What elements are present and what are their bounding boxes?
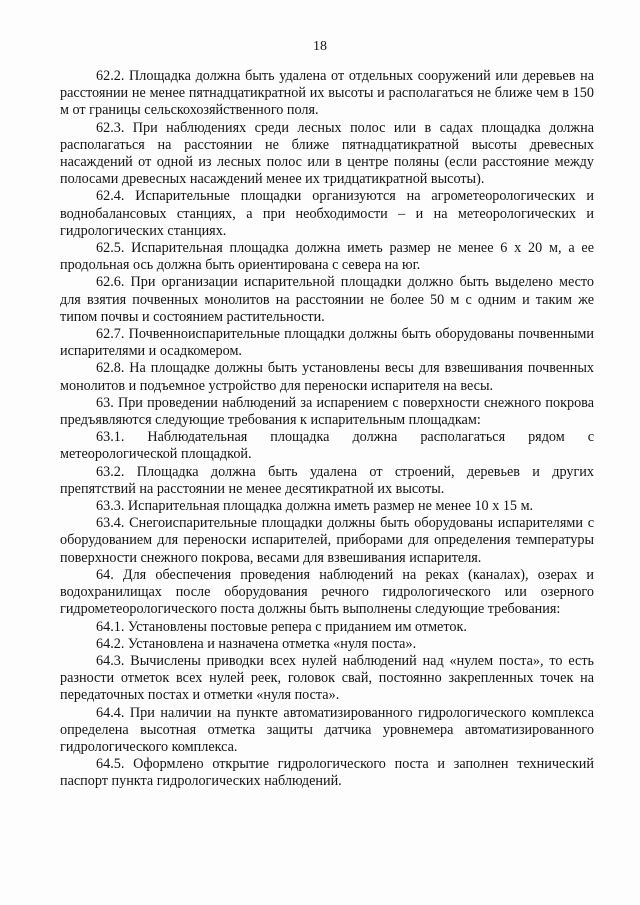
paragraph-63-2: 63.2. Площадка должна быть удалена от строений, деревьев и других препятствий на расстоянии не менее десятикратной их высоты. (60, 463, 594, 497)
paragraph-64-5: 64.5. Оформлено открытие гидрологического поста и заполнен технический паспорт пункта гидрологических наблюдений. (60, 756, 594, 790)
paragraph-62-6: 62.6. При организации испарительной площадки должно быть выделено место для взятия почвенных монолитов на расстоянии не более 50 м с одним и таким же типом почвы и состоянием растительности. (60, 274, 594, 325)
paragraph-64-1: 64.1. Установлены постовые репера с приданием им отметок. (96, 618, 467, 635)
page-number: 18 (313, 39, 327, 54)
paragraph-64: 64. Для обеспечения проведения наблюдений на реках (каналах), озерах и водохранилищах после оборудования речного гидрологического или озерного гидрометеорологического поста должны быть выполнены следующие требования: (60, 566, 594, 618)
document-body (60, 68, 594, 791)
paragraph-64-2: 64.2. Установлена и назначена отметка «нуля поста». (96, 635, 417, 652)
paragraph-63: 63. При проведении наблюдений за испарением с поверхности снежного покрова предъявляются следующие требования к испарительным площадкам: (60, 394, 594, 429)
paragraph-62-8: 62.8. На площадке должны быть установлены весы для взвешивания почвенных монолитов и подъемное устройство для переноски испарителя на весы. (60, 360, 594, 394)
paragraph-62-5: 62.5. Испарительная площадка должна иметь размер не менее 6 х 20 м, а ее продольная ось должна быть ориентирована с севера на юг. (60, 240, 594, 274)
paragraph-62-2: 62.2. Площадка должна быть удалена от отдельных сооружений или деревьев на расстоянии не менее пятнадцатикратной их высоты и располагаться не ближе чем в 150 м от границы сельскохозяйственного поля. (60, 68, 594, 119)
paragraph-63-3: 63.3. Испарительная площадка должна иметь размер не менее 10 х 15 м. (96, 498, 534, 515)
paragraph-62-3: 62.3. При наблюдениях среди лесных полос или в садах площадка должна располагаться на расстоянии не ближе пятнадцатикратной высоты древесных насаждений от одной из лесных полос или в центре поляны (если расстояние между полосами древесных насаждений менее их тридцатикратной высоты). (60, 119, 594, 188)
paragraph-63-1: 63.1. Наблюдательная площадка должна располагаться рядом с метеорологической площадкой. (60, 429, 594, 463)
paragraph-64-3: 64.3. Вычислены приводки всех нулей наблюдений над «нулем поста», то есть разности отметок всех нулей реек, головок свай, постоянно закрепленных точек на передаточных постах и отметки «нуля поста». (60, 652, 594, 704)
paragraph-64-4: 64.4. При наличии на пункте автоматизированного гидрологического комплекса определена высотная отметка защиты датчика уровнемера автоматизированного гидрологического комплекса. (60, 704, 594, 755)
paragraph-62-4: 62.4. Испарительные площадки организуются на агрометеорологических и воднобалансовых станциях, а при необходимости – и на метеорологических и гидрологических станциях. (60, 188, 594, 239)
paragraph-63-4: 63.4. Снегоиспарительные площадки должны быть оборудованы испарителями с оборудованием для переноски испарителей, приборами для определения температуры поверхности снежного покрова, весами для взвешивания испарителя. (60, 515, 594, 566)
paragraph-62-7: 62.7. Почвенноиспарительные площадки должны быть оборудованы почвенными испарителями и осадкомером. (60, 326, 594, 360)
